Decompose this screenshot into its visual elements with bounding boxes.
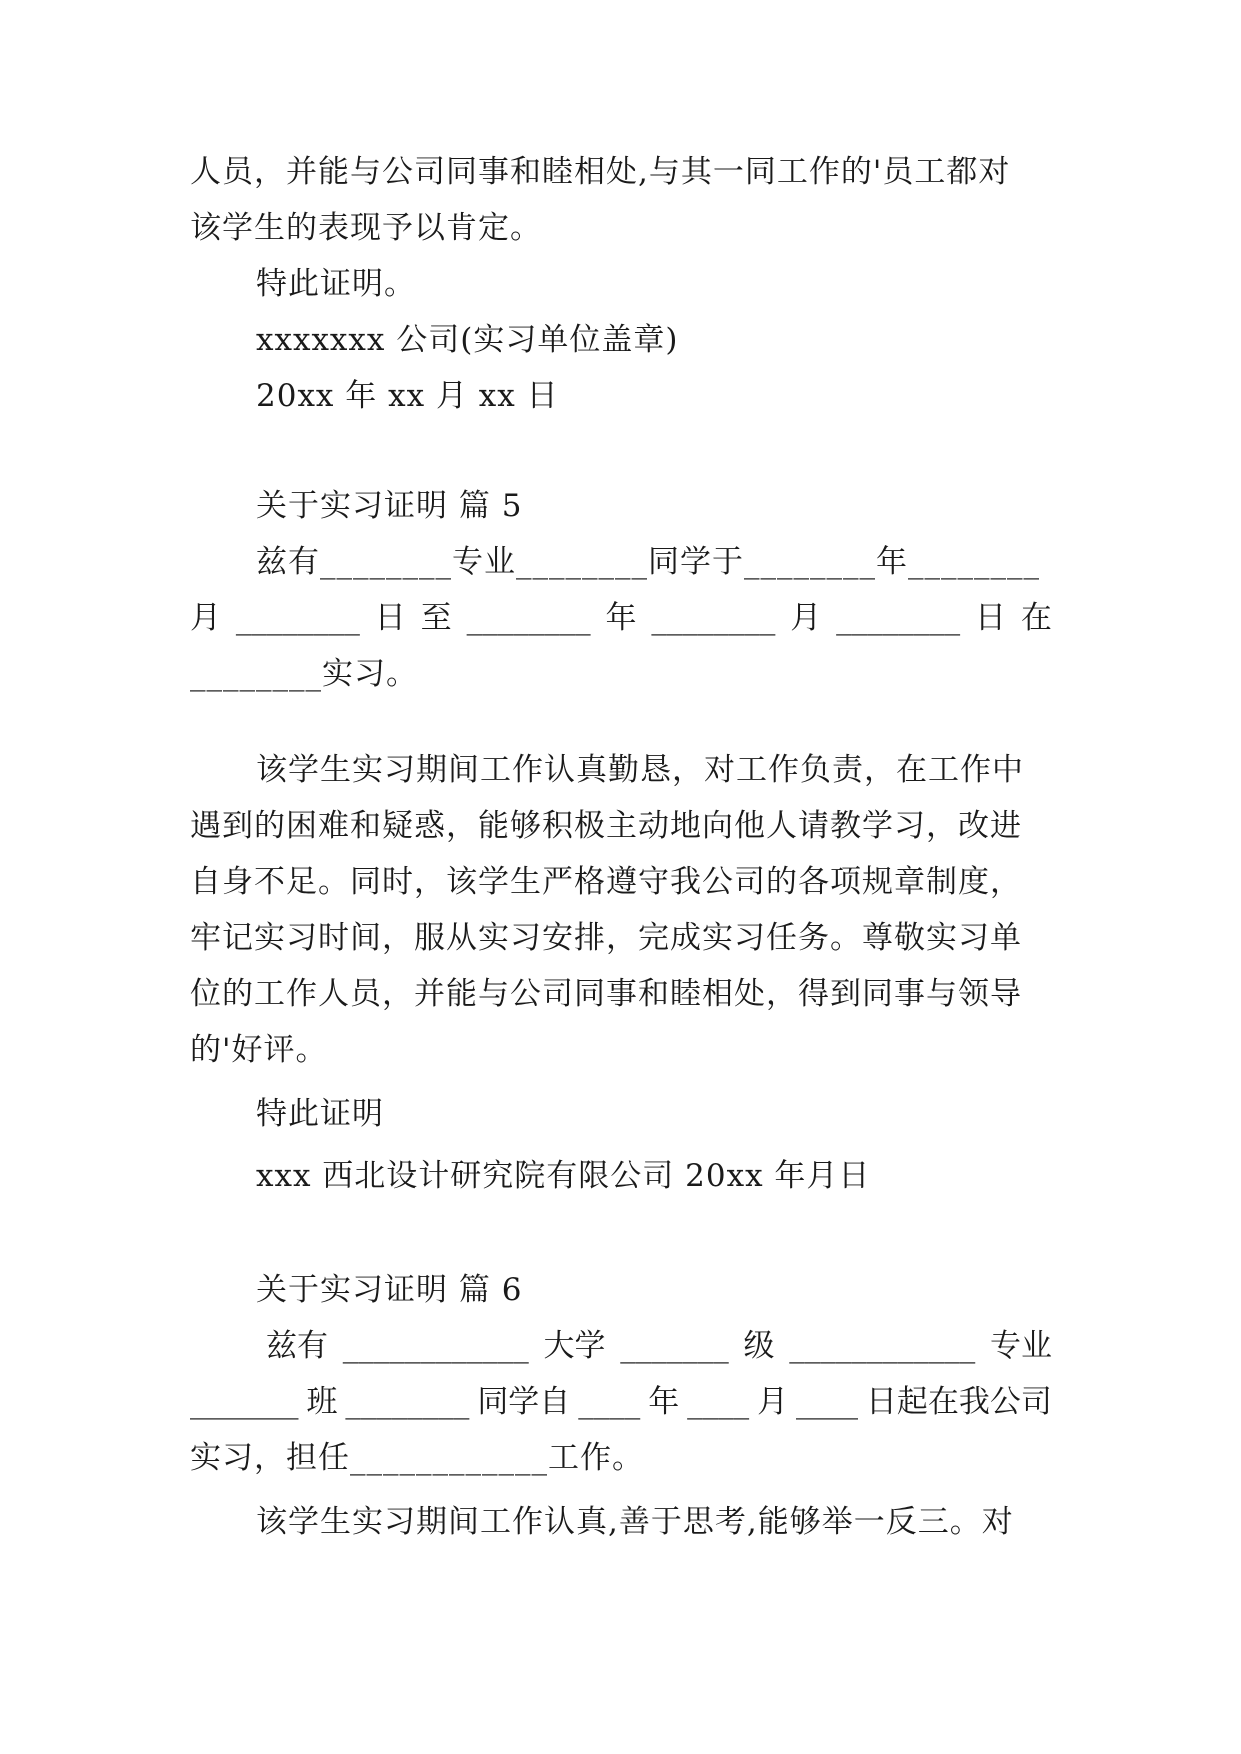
fill-token: 月 <box>190 600 221 636</box>
fill-token: 年 <box>605 600 637 636</box>
blank-line: ____ <box>578 1384 641 1420</box>
fill-in-line: 实习，担任____________工作。 <box>190 1440 644 1476</box>
fill-token: 日起在我公司 <box>865 1384 1052 1420</box>
fill-token: 兹有 <box>266 1328 328 1364</box>
paragraph-line: 牢记实习时间，服从实习安排，完成实习任务。尊敬实习单 <box>190 920 1022 956</box>
fill-token: 班 <box>306 1384 338 1420</box>
blank-line: ____________ <box>342 1328 529 1364</box>
blank-line: ________ <box>235 600 360 636</box>
company-signature: xxxxxxx 公司(实习单位盖章) <box>256 322 679 358</box>
fill-token: 在 <box>1020 600 1052 636</box>
blank-line: ________ <box>651 600 776 636</box>
blank-line: ____ <box>687 1384 750 1420</box>
fill-token: 同学自 <box>477 1384 571 1420</box>
fill-token: 大学 <box>543 1328 606 1364</box>
paragraph-line: 自身不足。同时，该学生严格遵守我公司的各项规章制度， <box>190 864 1022 900</box>
fill-token: 日 <box>975 600 1007 636</box>
blank-line: ________ <box>466 600 591 636</box>
fill-in-line-spread <box>190 1382 1052 1422</box>
fill-in-line-spread <box>190 598 1052 638</box>
paragraph-line: 该学生的表现予以肯定。 <box>190 210 542 246</box>
certification-statement: 特此证明 <box>256 1096 384 1132</box>
signature-date: 20xx 年 xx 月 xx 日 <box>256 378 559 414</box>
fill-in-line: 兹有________专业________同学于________年________ <box>256 544 1040 580</box>
paragraph-line: 人员，并能与公司同事和睦相处,与其一同工作的'员工都对 <box>190 154 1011 190</box>
blank-line: ________ <box>345 1384 470 1420</box>
fill-in-line-spread <box>266 1326 1052 1366</box>
fill-token: 月 <box>757 1384 789 1420</box>
blank-line: _______ <box>190 1384 299 1420</box>
certification-statement: 特此证明。 <box>256 266 416 302</box>
paragraph-line: 位的工作人员，并能与公司同事和睦相处，得到同事与领导 <box>190 976 1022 1012</box>
company-signature: xxx 西北设计研究院有限公司 20xx 年月日 <box>256 1158 871 1194</box>
blank-line: _______ <box>620 1328 729 1364</box>
fill-token: 级 <box>743 1328 775 1364</box>
paragraph-line: 该学生实习期间工作认真,善于思考,能够举一反三。对 <box>256 1504 1014 1540</box>
blank-line: ____ <box>796 1384 858 1420</box>
fill-token: 专业 <box>990 1328 1052 1364</box>
paragraph-line: 的'好评。 <box>190 1032 328 1068</box>
section-heading-5: 关于实习证明 篇 5 <box>256 488 523 524</box>
section-heading-6: 关于实习证明 篇 6 <box>256 1272 523 1308</box>
paragraph-line: 该学生实习期间工作认真勤恳，对工作负责，在工作中 <box>256 752 1024 788</box>
fill-in-line: ________实习。 <box>190 656 418 692</box>
blank-line: ________ <box>836 600 961 636</box>
fill-token: 年 <box>648 1384 680 1420</box>
blank-line: ____________ <box>789 1328 976 1364</box>
fill-token: 日 <box>374 600 406 636</box>
paragraph-line: 遇到的困难和疑惑，能够积极主动地向他人请教学习，改进 <box>190 808 1022 844</box>
fill-token: 至 <box>420 600 452 636</box>
fill-token: 月 <box>790 600 822 636</box>
